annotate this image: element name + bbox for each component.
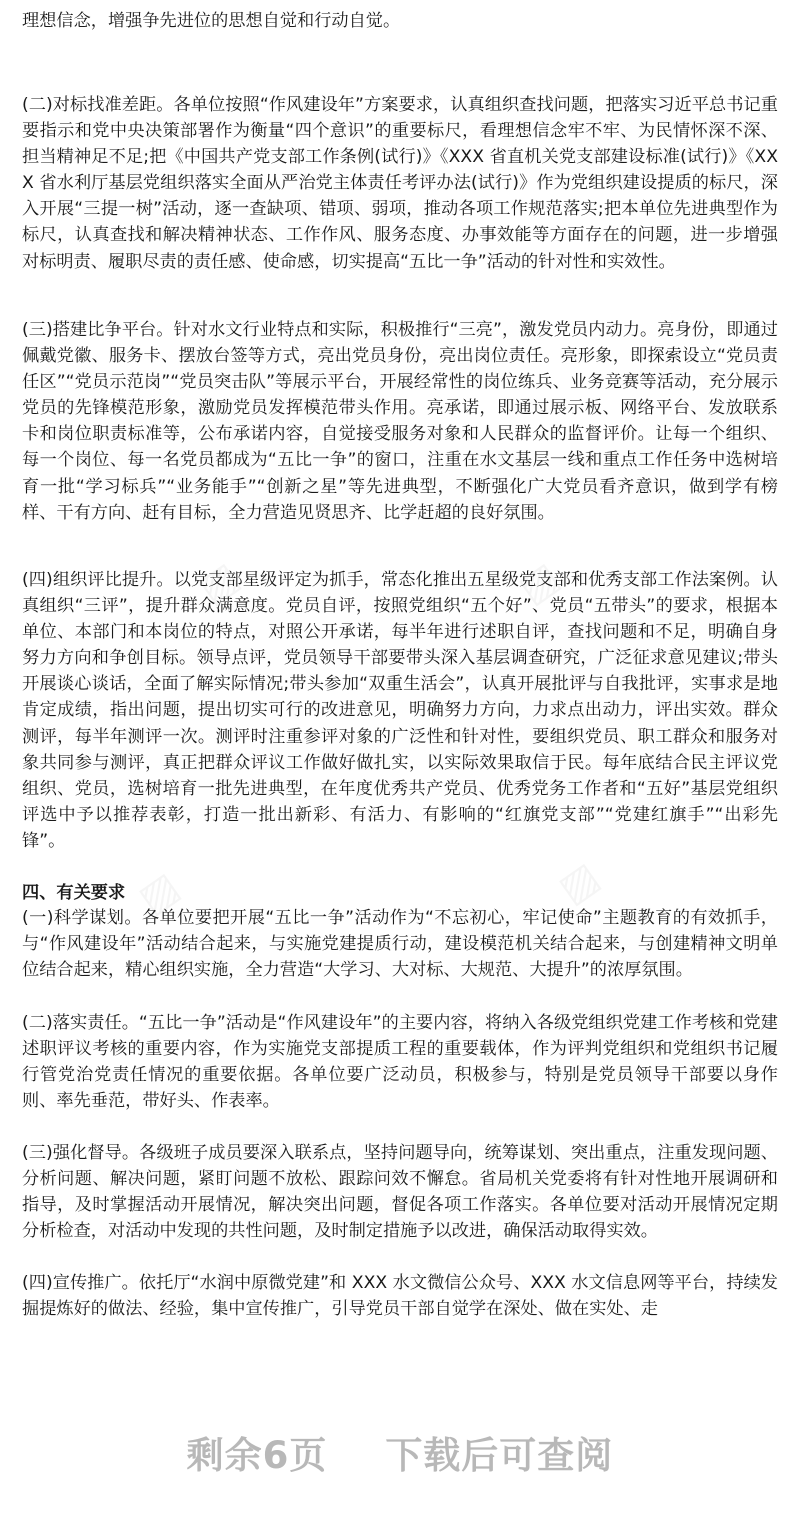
section-4-paragraph: (四)组织评比提升。以党支部星级评定为抓手，常态化推出五星级党支部和优秀支部工作法案例。认真组织“三评”，提升群众满意度。党员自评，按照党组织“五个好”、党员“五带头”的要求，根据本单位、本部门和本岗位的特点，对照公开承诺，每半年进行述职自评，查找问题和不足，明确自身努力方向和争创目标。领导点评，党员领导干部要带头深入基层调查研究，广泛征求意见建议;带头开展谈心谈话，全面了解实际情况;带头参加“双重生活会”，认真开展批评与自我批评，实事求是地肯定成绩，指出问题，提出切实可行的改进意见，明确努力方向，力求点出动力，评出实效。群众测评，每半年测评一次。测评时注重参评对象的广泛性和针对性，要组织党员、职工群众和服务对象共同参与测评，真正把群众评议工作做好做扎实，以实际效果取信于民。每年底结合民主评议党组织、党员，选树培育一批先进典型，在年度优秀共产党员、优秀党务工作者和“五好”基层党组织评选中予以推荐表彰，打造一批出新彩、有活力、有影响的“红旗党支部”“党建红旗手”“出彩先锋”。 xyxy=(22,570,778,851)
remaining-pages-label: 剩余6页 xyxy=(186,1434,328,1477)
download-prompt-banner[interactable] xyxy=(0,1425,800,1485)
section-3-paragraph: (三)搭建比争平台。针对水文行业特点和实际，积极推行“三亮”，激发党员内动力。亮身份，即通过佩戴党徽、服务卡、摆放台签等方式，亮出党员身份，亮出岗位责任。亮形象，即探索设立“党员责任区”“党员示范岗”“党员突击队”等展示平台，开展经常性的岗位练兵、业务竞赛等活动，充分展示党员的先锋模范形象，激励党员发挥模范带头作用。亮承诺，即通过展示板、网络平台、发放联系卡和岗位职责标准等，公布承诺内容，自觉接受服务对象和人民群众的监督评价。让每一个组织、每一个岗位、每一名党员都成为“五比一争”的窗口，注重在水文基层一线和重点工作任务中选树培育一批“学习标兵”“业务能手”“创新之星”等先进典型，不断强化广大党员看齐意识，做到学有榜样、干有方向、赶有目标，全力营造见贤思齐、比学赶超的良好氛围。 xyxy=(22,320,778,523)
requirement-3-paragraph: (三)强化督导。各级班子成员要深入联系点，坚持问题导向，统筹谋划、突出重点，注重发现问题、分析问题、解决问题，紧盯问题不放松、跟踪问效不懈怠。省局机关党委将有针对性地开展调研和指导，及时掌握活动开展情况，解决突出问题，督促各项工作落实。各单位要对活动开展情况定期分析检查，对活动中发现的共性问题，及时制定措施予以改进，确保活动取得实效。 xyxy=(22,1143,778,1242)
requirement-1-paragraph: (一)科学谋划。各单位要把开展“五比一争”活动作为“不忘初心，牢记使命”主题教育的有效抓手，与“作风建设年”活动结合起来，与实施党建提质行动，建设模范机关结合起来，与创建精神文明单位结合起来，精心组织实施，全力营造“大学习、大对标、大规范、大提升”的浓厚氛围。 xyxy=(22,908,778,981)
section-2-paragraph: (二)对标找准差距。各单位按照“作风建设年”方案要求，认真组织查找问题，把落实习近平总书记重要指示和党中央决策部署作为衡量“四个意识”的重要标尺，看理想信念牢不牢、为民情怀深不深、担当精神足不足;把《中国共产党支部工作条例(试行)》《XXX 省直机关党支部建设标准(试行)》《XXX 省水利厅基层党组织落实全面从严治党主体责任考评办法(试行)》作为党组织建设提质的标尺，深入开展“三提一树”活动，逐一查缺项、错项、弱项，推动各项工作规范落实;把本单位先进典型作为标尺，认真查找和解决精神状态、工作作风、服务态度、办事效能等方面存在的问题，进一步增强对标明责、履职尽责的责任感、使命感，切实提高“五比一争”活动的针对性和实效性。 xyxy=(22,95,778,272)
intro-tail-paragraph: 理想信念，增强争先进位的思想自觉和行动自觉。 xyxy=(22,11,401,31)
watermark xyxy=(550,853,607,912)
requirement-4-paragraph: (四)宣传推广。依托厅“水润中原微党建”和 XXX 水文微信公众号、XXX 水文信息网等平台，持续发掘提炼好的做法、经验，集中宣传推广，引导党员干部自觉学在深处、做在实处、走 xyxy=(22,1273,778,1320)
download-to-view-label: 下载后可查阅 xyxy=(385,1434,614,1477)
requirement-2-paragraph: (二)落实责任。“五比一争”活动是“作风建设年”的主要内容，将纳入各级党组织党建工作考核和党建述职评议考核的重要内容，作为实施党支部提质工程的重要载体，作为评判党组织和党组织书记履行管党治党责任情况的重要依据。各单位要广泛动员，积极参与，特别是党员领导干部要以身作则、率先垂范，带好头、作表率。 xyxy=(22,1013,778,1112)
section-heading-requirements: 四、有关要求 xyxy=(22,883,126,903)
